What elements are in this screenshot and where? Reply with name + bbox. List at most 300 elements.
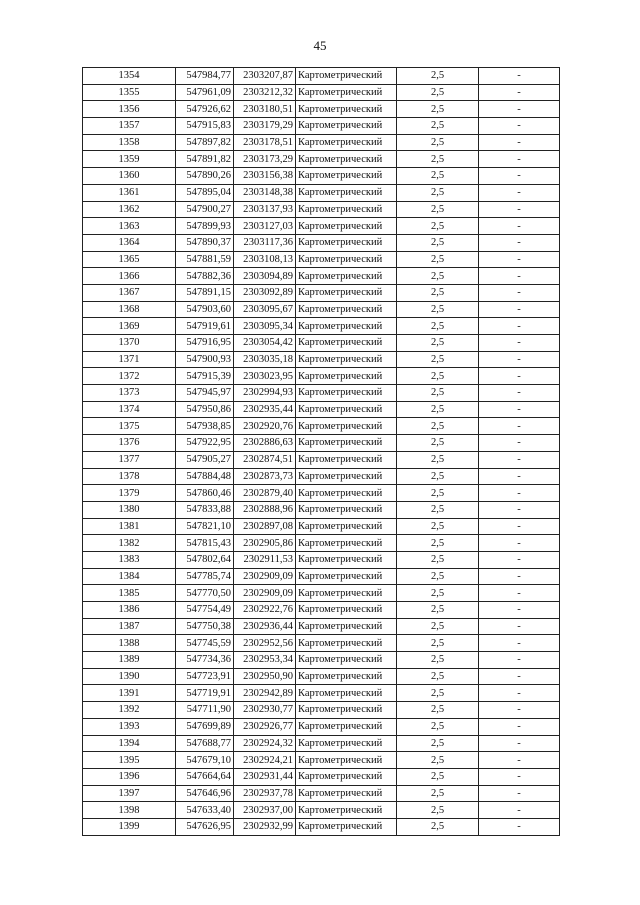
note-cell: -	[479, 168, 560, 185]
note-cell: -	[479, 652, 560, 669]
method-cell: Картометрический	[296, 201, 397, 218]
y-coordinate-cell: 2302911,53	[234, 551, 296, 568]
table-row	[83, 284, 560, 301]
accuracy-cell: 2,5	[397, 351, 479, 368]
table-row	[83, 118, 560, 135]
note-cell: -	[479, 451, 560, 468]
x-coordinate-cell: 547938,85	[176, 418, 234, 435]
table-row	[83, 184, 560, 201]
x-coordinate-cell: 547919,61	[176, 318, 234, 335]
note-cell: -	[479, 251, 560, 268]
x-coordinate-cell: 547905,27	[176, 451, 234, 468]
note-cell: -	[479, 535, 560, 552]
accuracy-cell: 2,5	[397, 435, 479, 452]
accuracy-cell: 2,5	[397, 68, 479, 85]
note-cell: -	[479, 118, 560, 135]
table-row	[83, 251, 560, 268]
x-coordinate-cell: 547664,64	[176, 768, 234, 785]
x-coordinate-cell: 547719,91	[176, 685, 234, 702]
accuracy-cell: 2,5	[397, 501, 479, 518]
note-cell: -	[479, 101, 560, 118]
point-number-cell: 1388	[83, 635, 176, 652]
point-number-cell: 1369	[83, 318, 176, 335]
method-cell: Картометрический	[296, 151, 397, 168]
y-coordinate-cell: 2303117,36	[234, 234, 296, 251]
point-number-cell: 1372	[83, 368, 176, 385]
y-coordinate-cell: 2303173,29	[234, 151, 296, 168]
note-cell: -	[479, 151, 560, 168]
point-number-cell: 1379	[83, 485, 176, 502]
table-row	[83, 168, 560, 185]
point-number-cell: 1387	[83, 618, 176, 635]
accuracy-cell: 2,5	[397, 284, 479, 301]
x-coordinate-cell: 547833,88	[176, 501, 234, 518]
table-row	[83, 101, 560, 118]
x-coordinate-cell: 547899,93	[176, 218, 234, 235]
method-cell: Картометрический	[296, 551, 397, 568]
method-cell: Картометрический	[296, 518, 397, 535]
x-coordinate-cell: 547679,10	[176, 752, 234, 769]
accuracy-cell: 2,5	[397, 685, 479, 702]
table-row	[83, 468, 560, 485]
point-number-cell: 1361	[83, 184, 176, 201]
accuracy-cell: 2,5	[397, 668, 479, 685]
x-coordinate-cell: 547770,50	[176, 585, 234, 602]
y-coordinate-cell: 2303179,29	[234, 118, 296, 135]
y-coordinate-cell: 2303035,18	[234, 351, 296, 368]
y-coordinate-cell: 2302897,08	[234, 518, 296, 535]
point-number-cell: 1363	[83, 218, 176, 235]
accuracy-cell: 2,5	[397, 535, 479, 552]
point-number-cell: 1371	[83, 351, 176, 368]
accuracy-cell: 2,5	[397, 635, 479, 652]
x-coordinate-cell: 547734,36	[176, 652, 234, 669]
x-coordinate-cell: 547915,39	[176, 368, 234, 385]
y-coordinate-cell: 2303207,87	[234, 68, 296, 85]
method-cell: Картометрический	[296, 351, 397, 368]
note-cell: -	[479, 635, 560, 652]
method-cell: Картометрический	[296, 234, 397, 251]
table-row	[83, 451, 560, 468]
x-coordinate-cell: 547903,60	[176, 301, 234, 318]
y-coordinate-cell: 2303092,89	[234, 284, 296, 301]
accuracy-cell: 2,5	[397, 385, 479, 402]
table-row	[83, 718, 560, 735]
point-number-cell: 1375	[83, 418, 176, 435]
note-cell: -	[479, 201, 560, 218]
y-coordinate-cell: 2303094,89	[234, 268, 296, 285]
note-cell: -	[479, 735, 560, 752]
accuracy-cell: 2,5	[397, 368, 479, 385]
point-number-cell: 1391	[83, 685, 176, 702]
method-cell: Картометрический	[296, 818, 397, 835]
accuracy-cell: 2,5	[397, 585, 479, 602]
note-cell: -	[479, 618, 560, 635]
y-coordinate-cell: 2303148,38	[234, 184, 296, 201]
method-cell: Картометрический	[296, 668, 397, 685]
table-row	[83, 752, 560, 769]
table-row	[83, 335, 560, 352]
table-row	[83, 368, 560, 385]
y-coordinate-cell: 2303127,03	[234, 218, 296, 235]
point-number-cell: 1360	[83, 168, 176, 185]
point-number-cell: 1357	[83, 118, 176, 135]
coordinates-table-body	[83, 68, 560, 836]
y-coordinate-cell: 2302888,96	[234, 501, 296, 518]
note-cell: -	[479, 768, 560, 785]
method-cell: Картометрический	[296, 468, 397, 485]
note-cell: -	[479, 501, 560, 518]
note-cell: -	[479, 668, 560, 685]
x-coordinate-cell: 547882,36	[176, 268, 234, 285]
method-cell: Картометрический	[296, 168, 397, 185]
y-coordinate-cell: 2302935,44	[234, 401, 296, 418]
note-cell: -	[479, 418, 560, 435]
accuracy-cell: 2,5	[397, 652, 479, 669]
accuracy-cell: 2,5	[397, 702, 479, 719]
note-cell: -	[479, 134, 560, 151]
x-coordinate-cell: 547890,37	[176, 234, 234, 251]
y-coordinate-cell: 2302994,93	[234, 385, 296, 402]
point-number-cell: 1380	[83, 501, 176, 518]
x-coordinate-cell: 547688,77	[176, 735, 234, 752]
note-cell: -	[479, 585, 560, 602]
point-number-cell: 1383	[83, 551, 176, 568]
page-number: 45	[313, 38, 327, 53]
method-cell: Картометрический	[296, 335, 397, 352]
method-cell: Картометрический	[296, 685, 397, 702]
method-cell: Картометрический	[296, 451, 397, 468]
note-cell: -	[479, 218, 560, 235]
note-cell: -	[479, 818, 560, 835]
y-coordinate-cell: 2302931,44	[234, 768, 296, 785]
x-coordinate-cell: 547723,91	[176, 668, 234, 685]
x-coordinate-cell: 547884,48	[176, 468, 234, 485]
y-coordinate-cell: 2303156,38	[234, 168, 296, 185]
method-cell: Картометрический	[296, 568, 397, 585]
y-coordinate-cell: 2302950,90	[234, 668, 296, 685]
note-cell: -	[479, 401, 560, 418]
accuracy-cell: 2,5	[397, 184, 479, 201]
table-row	[83, 268, 560, 285]
table-row	[83, 702, 560, 719]
accuracy-cell: 2,5	[397, 551, 479, 568]
note-cell: -	[479, 685, 560, 702]
y-coordinate-cell: 2303054,42	[234, 335, 296, 352]
point-number-cell: 1396	[83, 768, 176, 785]
table-row	[83, 151, 560, 168]
accuracy-cell: 2,5	[397, 251, 479, 268]
point-number-cell: 1373	[83, 385, 176, 402]
point-number-cell: 1370	[83, 335, 176, 352]
x-coordinate-cell: 547633,40	[176, 802, 234, 819]
method-cell: Картометрический	[296, 768, 397, 785]
note-cell: -	[479, 268, 560, 285]
note-cell: -	[479, 368, 560, 385]
x-coordinate-cell: 547922,95	[176, 435, 234, 452]
table-row	[83, 602, 560, 619]
y-coordinate-cell: 2302873,73	[234, 468, 296, 485]
accuracy-cell: 2,5	[397, 602, 479, 619]
method-cell: Картометрический	[296, 435, 397, 452]
table-row	[83, 735, 560, 752]
table-row	[83, 218, 560, 235]
x-coordinate-cell: 547945,97	[176, 385, 234, 402]
point-number-cell: 1382	[83, 535, 176, 552]
table-row	[83, 768, 560, 785]
accuracy-cell: 2,5	[397, 335, 479, 352]
table-row	[83, 401, 560, 418]
table-row	[83, 301, 560, 318]
table-row	[83, 501, 560, 518]
table-row	[83, 418, 560, 435]
note-cell: -	[479, 301, 560, 318]
x-coordinate-cell: 547926,62	[176, 101, 234, 118]
point-number-cell: 1395	[83, 752, 176, 769]
y-coordinate-cell: 2302932,99	[234, 818, 296, 835]
accuracy-cell: 2,5	[397, 818, 479, 835]
accuracy-cell: 2,5	[397, 84, 479, 101]
point-number-cell: 1377	[83, 451, 176, 468]
point-number-cell: 1354	[83, 68, 176, 85]
method-cell: Картометрический	[296, 602, 397, 619]
table-row	[83, 68, 560, 85]
x-coordinate-cell: 547895,04	[176, 184, 234, 201]
y-coordinate-cell: 2303095,34	[234, 318, 296, 335]
y-coordinate-cell: 2302909,09	[234, 568, 296, 585]
y-coordinate-cell: 2303180,51	[234, 101, 296, 118]
note-cell: -	[479, 435, 560, 452]
y-coordinate-cell: 2302924,32	[234, 735, 296, 752]
y-coordinate-cell: 2302953,34	[234, 652, 296, 669]
point-number-cell: 1399	[83, 818, 176, 835]
table-row	[83, 685, 560, 702]
method-cell: Картометрический	[296, 101, 397, 118]
table-row	[83, 485, 560, 502]
accuracy-cell: 2,5	[397, 418, 479, 435]
point-number-cell: 1358	[83, 134, 176, 151]
accuracy-cell: 2,5	[397, 518, 479, 535]
note-cell: -	[479, 351, 560, 368]
note-cell: -	[479, 752, 560, 769]
x-coordinate-cell: 547711,90	[176, 702, 234, 719]
method-cell: Картометрический	[296, 268, 397, 285]
table-row	[83, 535, 560, 552]
x-coordinate-cell: 547821,10	[176, 518, 234, 535]
x-coordinate-cell: 547646,96	[176, 785, 234, 802]
table-row	[83, 201, 560, 218]
y-coordinate-cell: 2302886,63	[234, 435, 296, 452]
y-coordinate-cell: 2302942,89	[234, 685, 296, 702]
accuracy-cell: 2,5	[397, 118, 479, 135]
point-number-cell: 1355	[83, 84, 176, 101]
accuracy-cell: 2,5	[397, 802, 479, 819]
accuracy-cell: 2,5	[397, 401, 479, 418]
method-cell: Картометрический	[296, 635, 397, 652]
x-coordinate-cell: 547890,26	[176, 168, 234, 185]
method-cell: Картометрический	[296, 318, 397, 335]
point-number-cell: 1394	[83, 735, 176, 752]
method-cell: Картометрический	[296, 752, 397, 769]
point-number-cell: 1367	[83, 284, 176, 301]
table-row	[83, 351, 560, 368]
point-number-cell: 1365	[83, 251, 176, 268]
table-row	[83, 635, 560, 652]
accuracy-cell: 2,5	[397, 718, 479, 735]
accuracy-cell: 2,5	[397, 318, 479, 335]
accuracy-cell: 2,5	[397, 201, 479, 218]
method-cell: Картометрический	[296, 735, 397, 752]
note-cell: -	[479, 335, 560, 352]
point-number-cell: 1368	[83, 301, 176, 318]
point-number-cell: 1378	[83, 468, 176, 485]
note-cell: -	[479, 602, 560, 619]
point-number-cell: 1374	[83, 401, 176, 418]
y-coordinate-cell: 2302905,86	[234, 535, 296, 552]
accuracy-cell: 2,5	[397, 451, 479, 468]
note-cell: -	[479, 802, 560, 819]
method-cell: Картометрический	[296, 501, 397, 518]
note-cell: -	[479, 551, 560, 568]
table-row	[83, 84, 560, 101]
note-cell: -	[479, 234, 560, 251]
table-row	[83, 618, 560, 635]
y-coordinate-cell: 2303108,13	[234, 251, 296, 268]
method-cell: Картометрический	[296, 618, 397, 635]
accuracy-cell: 2,5	[397, 151, 479, 168]
table-row	[83, 802, 560, 819]
x-coordinate-cell: 547891,15	[176, 284, 234, 301]
note-cell: -	[479, 385, 560, 402]
point-number-cell: 1385	[83, 585, 176, 602]
accuracy-cell: 2,5	[397, 568, 479, 585]
method-cell: Картометрический	[296, 702, 397, 719]
method-cell: Картометрический	[296, 718, 397, 735]
point-number-cell: 1389	[83, 652, 176, 669]
point-number-cell: 1356	[83, 101, 176, 118]
table-row	[83, 435, 560, 452]
x-coordinate-cell: 547750,38	[176, 618, 234, 635]
table-row	[83, 385, 560, 402]
table-row	[83, 652, 560, 669]
y-coordinate-cell: 2302874,51	[234, 451, 296, 468]
x-coordinate-cell: 547900,93	[176, 351, 234, 368]
method-cell: Картометрический	[296, 134, 397, 151]
method-cell: Картометрический	[296, 652, 397, 669]
y-coordinate-cell: 2302930,77	[234, 702, 296, 719]
x-coordinate-cell: 547785,74	[176, 568, 234, 585]
accuracy-cell: 2,5	[397, 134, 479, 151]
x-coordinate-cell: 547915,83	[176, 118, 234, 135]
x-coordinate-cell: 547900,27	[176, 201, 234, 218]
x-coordinate-cell: 547916,95	[176, 335, 234, 352]
note-cell: -	[479, 468, 560, 485]
y-coordinate-cell: 2302952,56	[234, 635, 296, 652]
table-row	[83, 134, 560, 151]
point-number-cell: 1366	[83, 268, 176, 285]
table-row	[83, 318, 560, 335]
method-cell: Картометрический	[296, 251, 397, 268]
point-number-cell: 1392	[83, 702, 176, 719]
method-cell: Картометрический	[296, 802, 397, 819]
accuracy-cell: 2,5	[397, 301, 479, 318]
y-coordinate-cell: 2303178,51	[234, 134, 296, 151]
table-row	[83, 551, 560, 568]
accuracy-cell: 2,5	[397, 234, 479, 251]
point-number-cell: 1376	[83, 435, 176, 452]
method-cell: Картометрический	[296, 184, 397, 201]
x-coordinate-cell: 547802,64	[176, 551, 234, 568]
table-row	[83, 818, 560, 835]
x-coordinate-cell: 547860,46	[176, 485, 234, 502]
accuracy-cell: 2,5	[397, 485, 479, 502]
note-cell: -	[479, 84, 560, 101]
y-coordinate-cell: 2303023,95	[234, 368, 296, 385]
table-row	[83, 585, 560, 602]
y-coordinate-cell: 2302937,78	[234, 785, 296, 802]
y-coordinate-cell: 2303212,32	[234, 84, 296, 101]
point-number-cell: 1393	[83, 718, 176, 735]
method-cell: Картометрический	[296, 68, 397, 85]
method-cell: Картометрический	[296, 418, 397, 435]
point-number-cell: 1359	[83, 151, 176, 168]
method-cell: Картометрический	[296, 84, 397, 101]
method-cell: Картометрический	[296, 368, 397, 385]
table-row	[83, 568, 560, 585]
method-cell: Картометрический	[296, 301, 397, 318]
y-coordinate-cell: 2302936,44	[234, 618, 296, 635]
accuracy-cell: 2,5	[397, 785, 479, 802]
x-coordinate-cell: 547897,82	[176, 134, 234, 151]
table-row	[83, 518, 560, 535]
x-coordinate-cell: 547754,49	[176, 602, 234, 619]
accuracy-cell: 2,5	[397, 752, 479, 769]
table-row	[83, 785, 560, 802]
point-number-cell: 1386	[83, 602, 176, 619]
note-cell: -	[479, 68, 560, 85]
x-coordinate-cell: 547626,95	[176, 818, 234, 835]
point-number-cell: 1397	[83, 785, 176, 802]
accuracy-cell: 2,5	[397, 101, 479, 118]
point-number-cell: 1362	[83, 201, 176, 218]
note-cell: -	[479, 184, 560, 201]
y-coordinate-cell: 2303095,67	[234, 301, 296, 318]
table-row	[83, 668, 560, 685]
accuracy-cell: 2,5	[397, 618, 479, 635]
note-cell: -	[479, 718, 560, 735]
coordinates-table	[82, 67, 560, 836]
note-cell: -	[479, 318, 560, 335]
accuracy-cell: 2,5	[397, 735, 479, 752]
method-cell: Картометрический	[296, 118, 397, 135]
y-coordinate-cell: 2302926,77	[234, 718, 296, 735]
note-cell: -	[479, 785, 560, 802]
note-cell: -	[479, 518, 560, 535]
y-coordinate-cell: 2303137,93	[234, 201, 296, 218]
method-cell: Картометрический	[296, 785, 397, 802]
accuracy-cell: 2,5	[397, 268, 479, 285]
method-cell: Картометрический	[296, 485, 397, 502]
method-cell: Картометрический	[296, 284, 397, 301]
method-cell: Картометрический	[296, 535, 397, 552]
accuracy-cell: 2,5	[397, 468, 479, 485]
point-number-cell: 1398	[83, 802, 176, 819]
point-number-cell: 1390	[83, 668, 176, 685]
y-coordinate-cell: 2302920,76	[234, 418, 296, 435]
x-coordinate-cell: 547961,09	[176, 84, 234, 101]
y-coordinate-cell: 2302922,76	[234, 602, 296, 619]
y-coordinate-cell: 2302924,21	[234, 752, 296, 769]
